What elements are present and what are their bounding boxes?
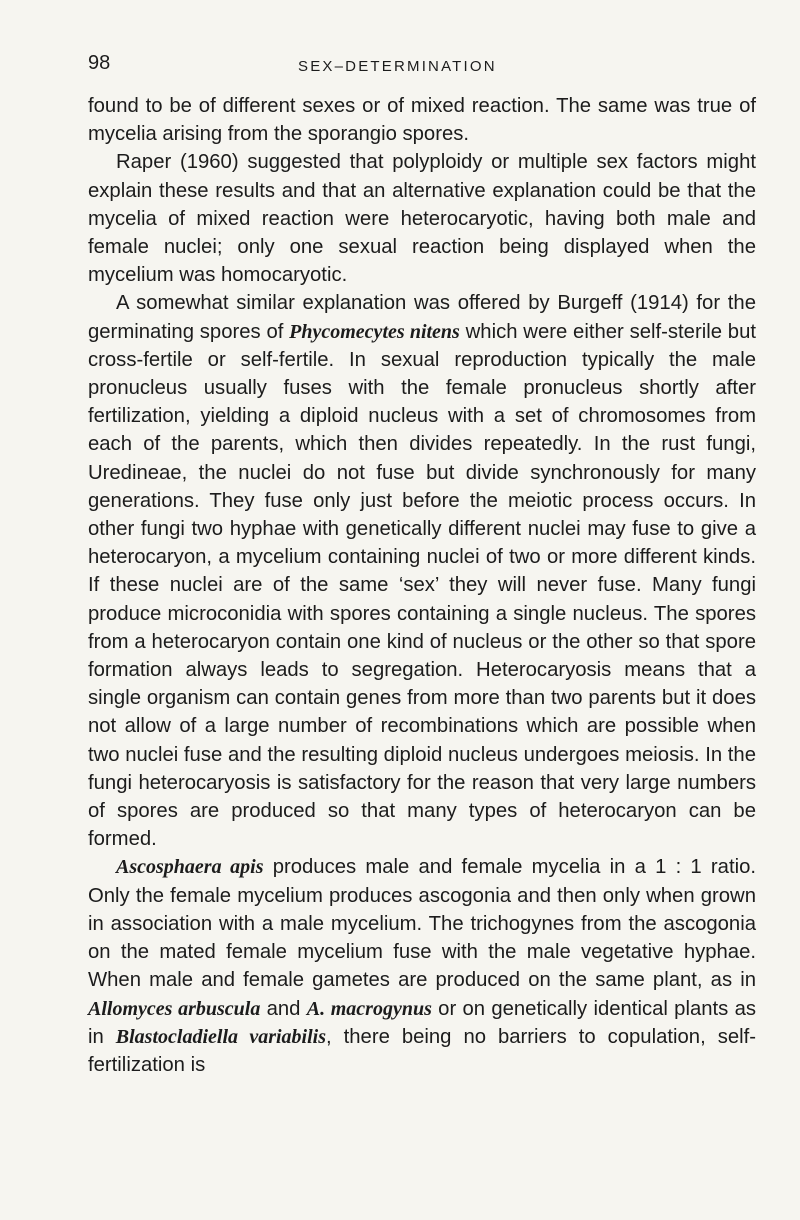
text-run: or on genetically identical plants as in [88,997,756,1048]
text-run: Raper (1960) suggested that polyploidy or multiple sex factors might explain these results and that an alternative explanation could be that the mycelia of mixed reaction were heterocaryotic, having both male and female nuclei; only one sexual reaction being displayed when the mycelium was homocaryotic. [88,151,756,287]
italic-run: Allomyces arbuscula [88,997,261,1020]
text-run: , there being no barriers to copulation, self-fertilization is [88,1025,757,1076]
paragraph [88,92,756,148]
italic-run: Blastocladiella variabilis [115,1025,327,1048]
text-run: found to be of different sexes or of mixed reaction. The same was true of mycelia arising from the sporangio spores. [88,95,756,146]
page-number: 98 [88,52,111,74]
italic-run: A. macrogynus [306,997,432,1020]
italic-run: Phycomecytes nitens [289,320,460,343]
paragraph [88,148,756,289]
page-header [88,52,758,82]
text-run: which were either self-sterile but cross-fertile or self-fertile. In sexual reproduction typically the male pronucleus usually fuses with the female pronucleus shortly after fertilization, yielding a diploid nucleus with a set of chromosomes from each of the parents, which then divides repeatedly. In the rust fungi, Uredineae, the nuclei do not fuse but divide synchronously for many generations. They fuse only just before the meiotic process occurs. In other fungi two hyphae with genetically different nuclei may fuse to give a heterocaryon, a mycelium containing nuclei of two or more different kinds. If these nuclei are of the same ‘sex’ they will never fuse. Many fungi produce microconidia with spores containing a single nucleus. The spores from a heterocaryon contain one kind of nucleus or the other so that spore formation always leads to segregation. Heterocaryosis means that a single organism can contain genes from more than two parents but it does not allow of a large number of recombinations which are possible when two nuclei fuse and the resulting diploid nucleus undergoes meiosis. In the fungi heterocaryosis is satisfactory for the reason that very large numbers of spores are produced so that many types of heterocaryon can be formed. [88,320,756,851]
text-run: and [260,997,307,1020]
italic-run: Ascosphaera apis [116,856,264,879]
text-run: A somewhat similar explanation was offered by Burgeff (1914) for the germinating spores of [88,292,756,343]
text-run: produces male and female mycelia in a 1 : 1 ratio. Only the female mycelium produces ascogonia and then only when grown in association with a male mycelium. The trichogynes from the ascogonia on the mated female mycelium fuse with the male vegetative hyphae. When male and female gametes are produced on the same plant, as in [88,856,756,992]
paragraph [88,289,756,853]
running-head: SEX–DETERMINATION [298,58,497,75]
body-text [88,92,756,1079]
paragraph [88,853,756,1079]
